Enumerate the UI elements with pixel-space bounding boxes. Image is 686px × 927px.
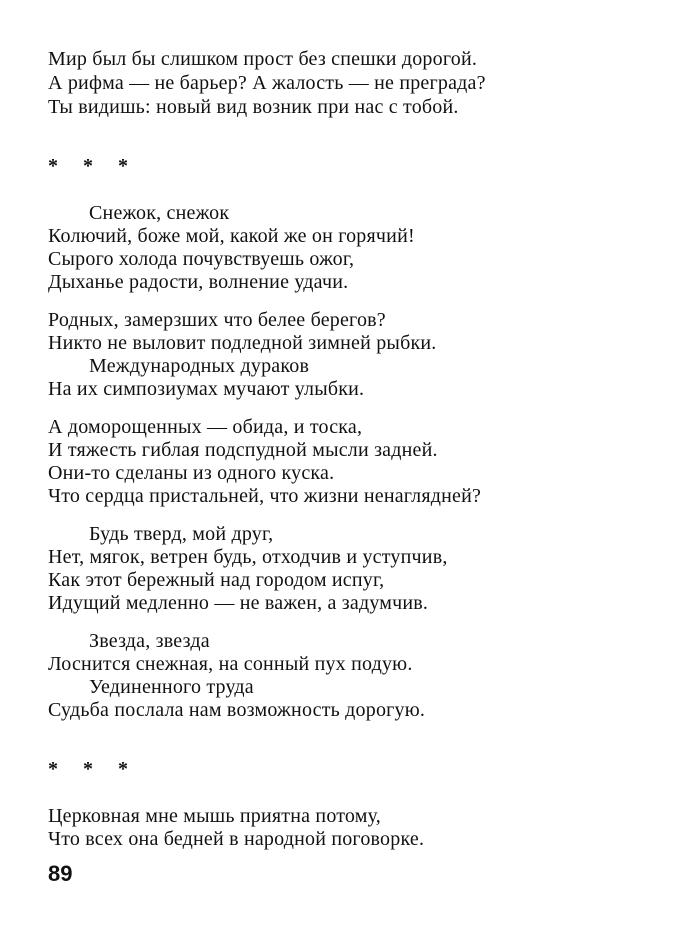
poem-line: Как этот бережный над городом испуг, bbox=[48, 569, 385, 591]
poem-line: Колючий, боже мой, какой же он горячий! bbox=[48, 225, 415, 247]
poem-line: Уединенного труда bbox=[89, 676, 254, 698]
poem-line: Ты видишь: новый вид возник при нас с тобой. bbox=[48, 96, 459, 118]
poem-line: И тяжесть гиблая подспудной мысли задней. bbox=[48, 439, 438, 461]
section-separator: * * * bbox=[48, 758, 138, 780]
poem-line: Нет, мягок, ветрен будь, отходчив и уступчив, bbox=[48, 546, 448, 568]
poem-line: Судьба послала нам возможность дорогую. bbox=[48, 699, 426, 721]
page-number: 89 bbox=[48, 861, 73, 886]
poem-line: Лоснится снежная, на сонный пух подую. bbox=[48, 653, 413, 675]
poem-line: Международных дураков bbox=[89, 355, 310, 377]
poem-line: Что сердца пристальней, что жизни ненаглядней? bbox=[48, 485, 482, 507]
poem-line: А доморощенных — обида, и тоска, bbox=[48, 416, 363, 438]
poem-line: Снежок, снежок bbox=[89, 202, 230, 224]
poem-line: Мир был бы слишком прост без спешки дорогой. bbox=[48, 48, 478, 70]
poem-line: Сырого холода почувствуешь ожог, bbox=[48, 248, 355, 270]
poem-line: Звезда, звезда bbox=[89, 630, 210, 652]
poem-line: Церковная мне мышь приятна потому, bbox=[48, 805, 382, 827]
poem-line: Они-то сделаны из одного куска. bbox=[48, 462, 335, 484]
poem-line: На их симпозиумах мучают улыбки. bbox=[48, 378, 365, 400]
poem-line: Будь тверд, мой друг, bbox=[89, 523, 274, 545]
poem-line: Дыханье радости, волнение удачи. bbox=[48, 271, 349, 293]
poem-line: Что всех она бедней в народной поговорке. bbox=[48, 828, 425, 850]
section-separator: * * * bbox=[48, 155, 138, 177]
poem-line: Никто не выловит подледной зимней рыбки. bbox=[48, 332, 437, 354]
poem-line: Идущий медленно — не важен, а задумчив. bbox=[48, 592, 429, 614]
poem-line: Родных, замерзших что белее берегов? bbox=[48, 309, 386, 331]
poem-line: А рифма — не барьер? А жалость — не преграда? bbox=[48, 72, 486, 94]
